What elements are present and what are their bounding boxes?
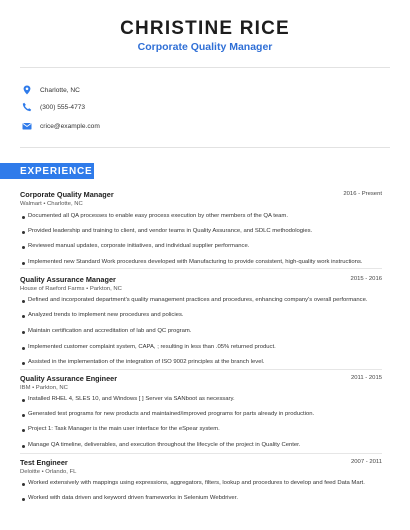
- job-bullet: [20, 442, 382, 452]
- bullet-dot: [22, 262, 25, 265]
- job-bullet: [20, 243, 382, 253]
- contact-location: [22, 84, 80, 96]
- job-entry: [20, 275, 382, 370]
- section-title: EXPERIENCE: [20, 166, 93, 177]
- job-company: Walmart • Charlotte, NC: [20, 201, 83, 207]
- contact-email: [22, 120, 100, 132]
- job-bullet: [20, 495, 382, 505]
- job-bullet: [20, 297, 382, 307]
- bullet-dot: [22, 331, 25, 334]
- bullet-text: Manage QA timeline, deliverables, and execution throughout the lifecycle of the project in Quality Center.: [28, 442, 301, 448]
- header-divider: [20, 67, 390, 68]
- bullet-text: Generated test programs for new products and maintained/improved programs for parts already in production.: [28, 411, 315, 417]
- job-title: Test Engineer: [20, 458, 68, 467]
- job-bullet: [20, 344, 382, 354]
- bullet-text: Documented all QA processes to enable easy process execution by other members of the QA team.: [28, 213, 288, 219]
- job-bullet: [20, 312, 382, 322]
- job-bullet: [20, 213, 382, 223]
- contact-phone: [22, 101, 85, 113]
- bullet-dot: [22, 216, 25, 219]
- bullet-text: Project 1: Task Manager is the main user interface for the eSpear system.: [28, 426, 220, 432]
- bullet-text: Reviewed manual updates, corporate initiatives, and individual supplier performance.: [28, 243, 250, 249]
- job-company: Deloitte • Orlando, FL: [20, 469, 77, 475]
- bullet-dot: [22, 362, 25, 365]
- phone-icon: [22, 102, 32, 112]
- bullet-dot: [22, 315, 25, 318]
- bullet-dot: [22, 483, 25, 486]
- contact-location-text: Charlotte, NC: [40, 86, 80, 94]
- bullet-dot: [22, 231, 25, 234]
- job-bullet: [20, 411, 382, 421]
- job-bullet: [20, 328, 382, 338]
- job-dates: 2016 - Present: [343, 191, 382, 197]
- bullet-text: Worked extensively with mappings using expressions, aggregators, filters, lookup and procedures to develop and feed Data Mart.: [28, 480, 365, 486]
- contact-divider: [20, 147, 390, 148]
- job-entry: [20, 374, 382, 454]
- job-title: Corporate Quality Manager: [20, 190, 114, 199]
- job-bullet: [20, 426, 382, 436]
- bullet-text: Implemented new Standard Work procedures developed with Manufacturing to provide consistent, high-quality work instructions.: [28, 259, 363, 265]
- section-header-experience: [0, 163, 94, 179]
- job-company: IBM • Parkton, NC: [20, 385, 68, 391]
- candidate-role: Corporate Quality Manager: [137, 41, 273, 53]
- contact-phone-text: (300) 555-4773: [40, 103, 86, 111]
- bullet-dot: [22, 347, 25, 350]
- job-company: House of Raeford Farms • Parkton, NC: [20, 286, 122, 292]
- bullet-dot: [22, 399, 25, 402]
- bullet-text: Defined and incorporated department's quality management practices and procedures, enhancing company's overall performance.: [28, 297, 368, 303]
- candidate-name: CHRISTINE RICE: [120, 18, 290, 39]
- bullet-text: Provided leadership and training to client, and vendor teams in Quality Assurance, and SDLC methodologies.: [28, 228, 313, 234]
- bullet-text: Assisted in the implementation of the integration of ISO 9002 principles at the branch level.: [28, 359, 265, 365]
- job-bullet: [20, 396, 382, 406]
- bullet-text: Analyzed trends to implement new procedures and policies.: [28, 312, 184, 318]
- job-title: Quality Assurance Engineer: [20, 374, 118, 383]
- job-entry: [20, 458, 382, 508]
- bullet-text: Implemented customer complaint system, CAPA, ; resulting in less than .05% returned product.: [28, 344, 276, 350]
- bullet-dot: [22, 300, 25, 303]
- location-pin-icon: [22, 85, 32, 95]
- job-separator: [20, 453, 382, 454]
- contact-email-text[interactable]: crice@example.com: [40, 122, 100, 130]
- bullet-dot: [22, 246, 25, 249]
- bullet-dot: [22, 414, 25, 417]
- bullet-dot: [22, 445, 25, 448]
- bullet-text: Worked with data driven and keyword driven frameworks in Selenium Webdriver.: [28, 495, 238, 501]
- job-bullet: [20, 480, 382, 490]
- bullet-text: Installed RHEL 4, SLES 10, and Windows [ ] Server via SANboot as necessary.: [28, 396, 235, 402]
- job-bullet: [20, 359, 382, 369]
- job-dates: 2007 - 2011: [350, 459, 382, 465]
- job-title: Quality Assurance Manager: [20, 275, 116, 284]
- job-bullet: [20, 228, 382, 238]
- bullet-text: Maintain certification and accreditation of lab and QC program.: [28, 328, 192, 334]
- bullet-dot: [22, 498, 25, 501]
- job-entry: [20, 190, 382, 270]
- email-icon: [22, 121, 32, 131]
- job-dates: 2011 - 2015: [350, 375, 382, 381]
- bullet-dot: [22, 429, 25, 432]
- job-separator: [20, 268, 382, 269]
- job-separator: [20, 369, 382, 370]
- job-dates: 2015 - 2016: [350, 276, 382, 282]
